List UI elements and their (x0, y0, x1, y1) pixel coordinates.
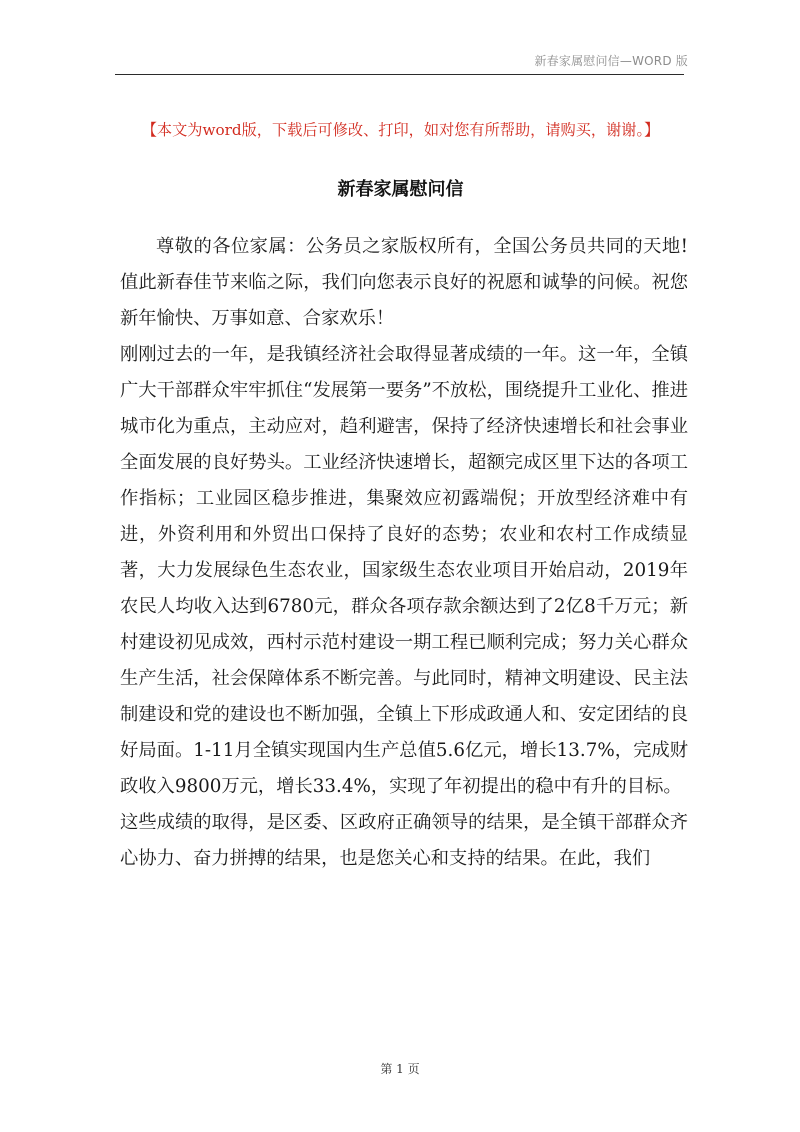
letter-body (120, 229, 688, 877)
page-title: 新春家属慰问信 (337, 179, 464, 200)
running-header: 新春家属慰问信—WORD 版 (534, 54, 688, 68)
paragraph-achievements: 刚刚过去的一年，是我镇经济社会取得显著成绩的一年。这一年，全镇广大干部群众牢牢抓住“发展第一要务”不放松，围绕提升工业化、推进城市化为重点，主动应对，趋利避害，保持了经济快速增长和社会事业全面发展的良好势头。工业经济快速增长，超额完成区里下达的各项工作指标；工业园区稳步推进，集聚效应初露端倪；开放型经济难中有进，外资利用和外贸出口保持了良好的态势；农业和农村工作成绩显著，大力发展绿色生态农业，国家级生态农业项目开始启动，2019年农民人均收入达到6780元，群众各项存款余额达到了2亿8千万元；新村建设初见成效，西村示范村建设一期工程已顺利完成；努力关心群众生产生活，社会保障体系不断完善。与此同时，精神文明建设、民主法制建设和党的建设也不断加强，全镇上下形成政通人和、安定团结的良好局面。1-11月全镇实现国内生产总值5.6亿元，增长13.7%，完成财政收入9800万元，增长33.4%，实现了年初提出的稳中有升的目标。 (120, 344, 688, 797)
paragraph-gratitude: 这些成绩的取得，是区委、区政府正确领导的结果，是全镇干部群众齐心协力、奋力拼搏的结果，也是您关心和支持的结果。在此，我们 (120, 812, 688, 869)
download-notice: 【本文为word版，下载后可修改、打印，如对您有所帮助，请购买，谢谢。】 (141, 121, 660, 139)
page-number: 第 1 页 (380, 1062, 420, 1076)
paragraph-greeting: 尊敬的各位家属：公务员之家版权所有，全国公务员共同的天地!值此新春佳节来临之际，我们向您表示良好的祝愿和诚挚的问候。祝您新年愉快、万事如意、合家欢乐！ (120, 236, 688, 329)
header-divider (115, 74, 684, 75)
